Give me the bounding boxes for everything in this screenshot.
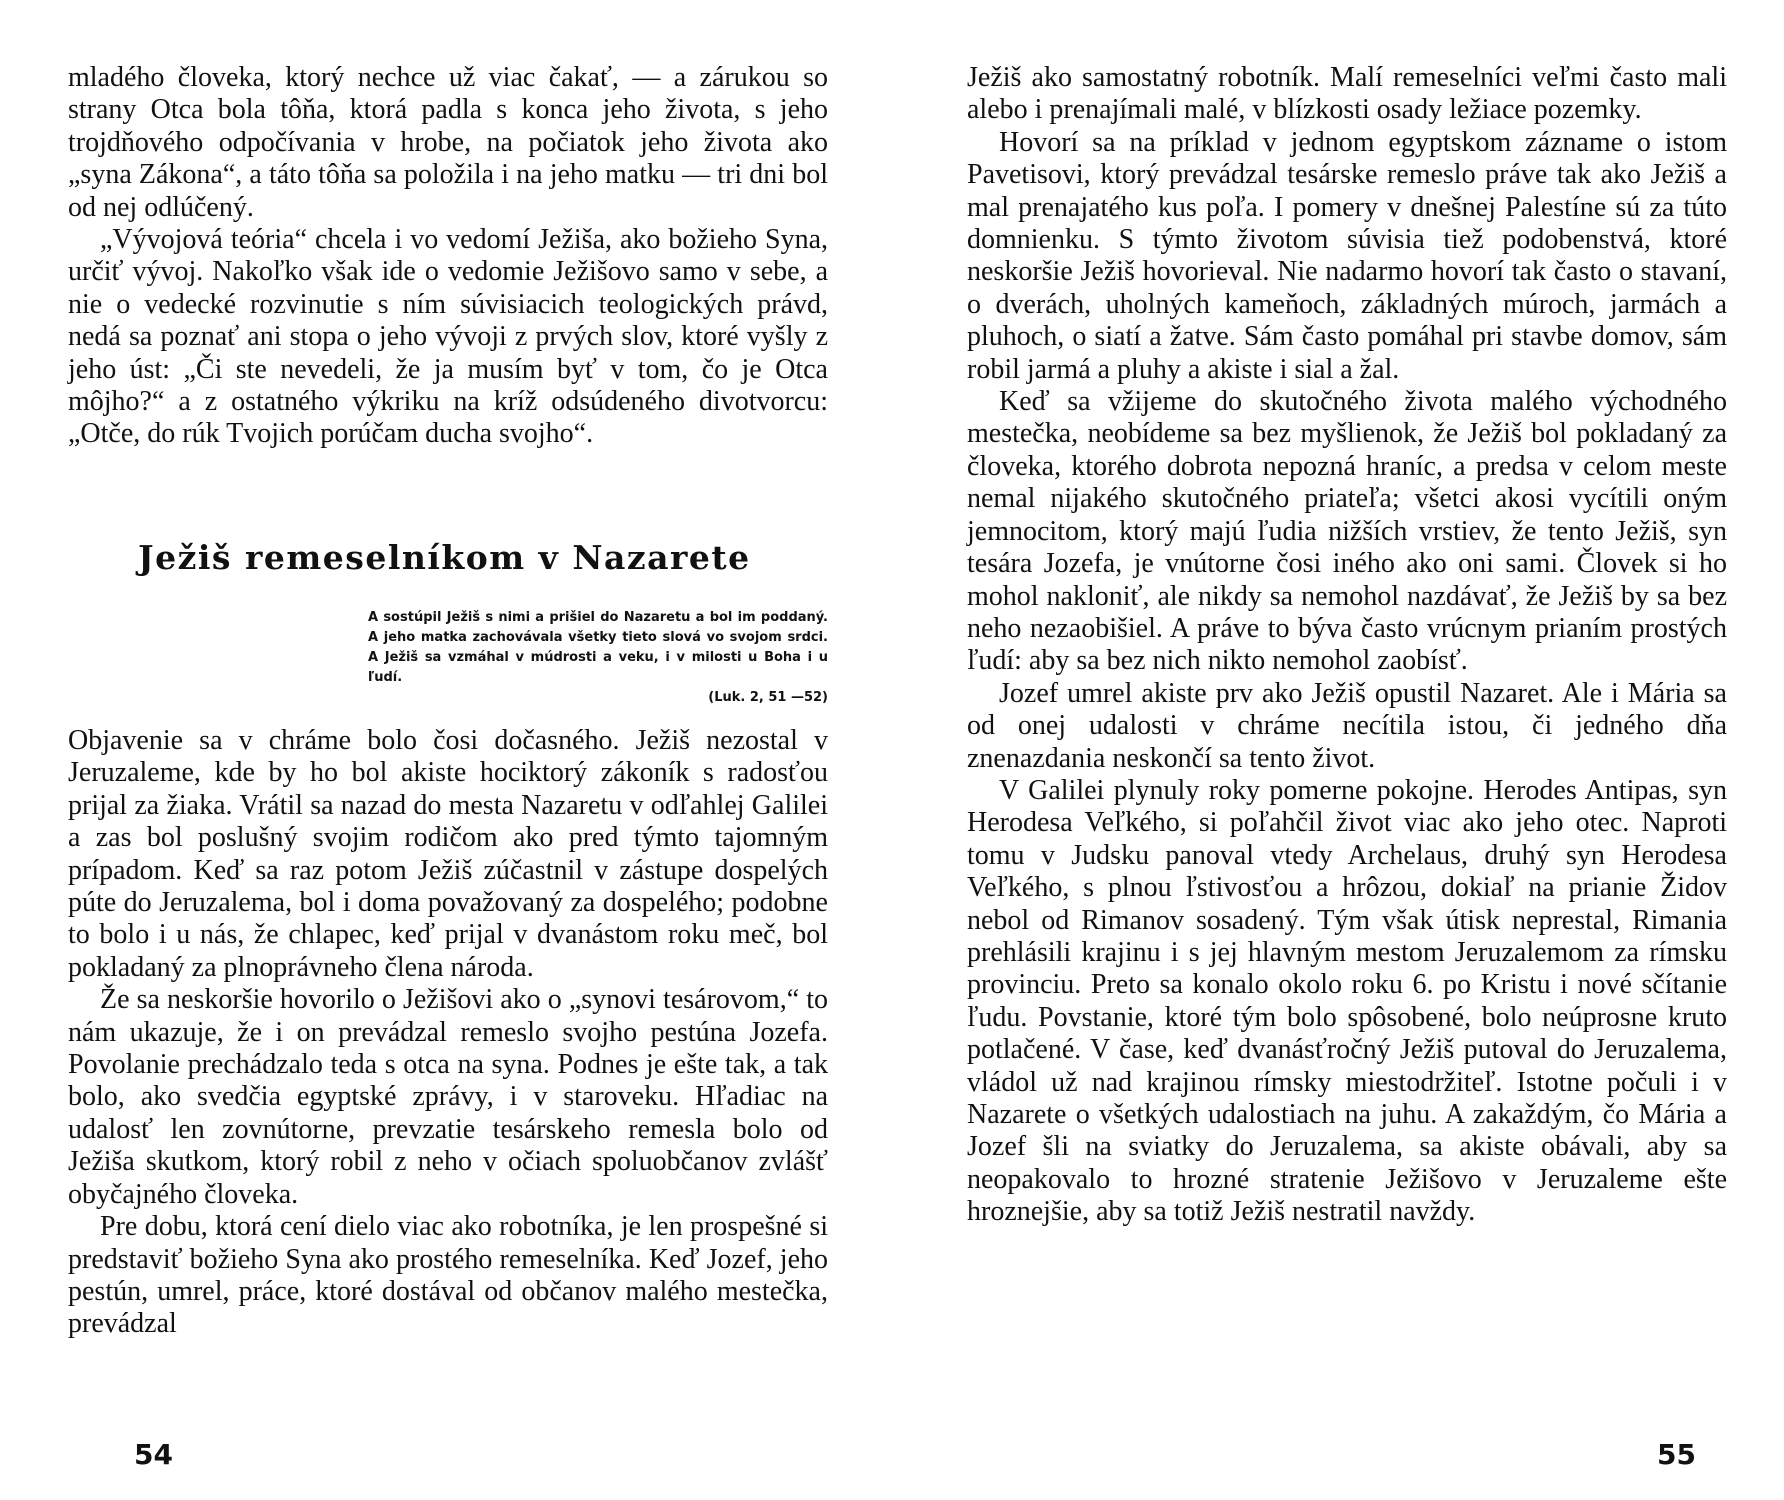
paragraph: Keď sa vžijeme do skutočného života malého východného mestečka, neobídeme sa bez myšlienok, že Ježiš bol pokladaný za človeka, ktorého dobrota nepozná hraníc, a predsa v celom meste nemal nijakého skutočného priateľa; všetci akosi vycítili oným jemnocitom, ktorý majú ľudia nižších vrstiev, že tento Ježiš, syn tesára Jozefa, je vnútorne čosi iného ako oni sami. Človek si ho mohol nakloniť, ale nikdy sa nemohol nazdávať, že Ježiš by sa bez neho nezaobišiel. A práve to býva často vrúcnym prianím prostých ľudí: aby sa bez nich nikto nemohol zaobísť.: [967, 386, 1727, 677]
right-page-text: [967, 62, 1727, 1229]
paragraph: Hovorí sa na príklad v jednom egyptskom zázname o istom Pavetisovi, ktorý prevádzal tesárske remeslo práve tak ako Ježiš a mal prenajatého kus poľa. I pomery v dnešnej Palestíne sú za túto domnienku. S týmto životom súvisia tiež podobenstvá, ktoré neskoršie Ježiš hovorieval. Nie nadarmo hovorí tak často o stavaní, o dverách, uholných kameňoch, základných múroch, jarmách a pluhoch, o siatí a žatve. Sám často pomáhal pri stavbe domov, sám robil jarmá a pluhy a akiste i sial a žal.: [967, 126, 1727, 385]
paragraph: mladého človeka, ktorý nechce už viac čakať, — a zárukou so strany Otca bola tôňa, ktorá padla s konca jeho života, s jeho trojdňového odpočívania v hrobe, na počiatok jeho života ako „syna Zákona“, a táto tôňa sa položila i na jeho matku — tri dni bol od nej odlúčený.: [68, 62, 828, 223]
epigraph-text: A sostúpil Ježiš s nimi a prišiel do Nazaretu a bol im poddaný. A jeho matka zachovávala všetky tieto slová vo svojom srdci. A Ježiš sa vzmáhal v múdrosti a veku, i v milosti u Boha i u ľudí.: [368, 610, 828, 685]
chapter-title: Ježiš remeselníkom v Nazarete: [138, 538, 751, 577]
left-page-bottom-text: [68, 725, 828, 1341]
paragraph: V Galilei plynuly roky pomerne pokojne. Herodes Antipas, syn Herodesa Veľkého, si poľahčil život viac ako jeho otec. Naproti tomu v Judsku panoval vtedy Archelaus, druhý syn Herodesa Veľkého, s plnou ľstivosťou a hrôzou, dokiaľ na prianie Židov nebol od Rimanov sosadený. Tým však útisk neprestal, Rimania prehlásili krajinu i s jej hlavným mestom Jeruzalemom za rímsku provinciu. Preto sa konalo okolo roku 6. po Kristu i nové sčítanie ľudu. Povstanie, ktoré tým bolo spôsobené, bolo neúprosne kruto potlačené. V čase, keď dvanásťročný Ježiš putoval do Jeruzalema, vládol už nad krajinou rímsky miestodržiteľ. Istotne počuli i v Nazarete o všetkých udalostiach na juhu. A zakaždým, čo Mária a Jozef šli na sviatky do Jeruzalema, sa akiste obávali, aby sa neopakovalo to hrozné stratenie Ježišovo v Jeruzaleme ešte hroznejšie, aby sa totiž Ježiš nestratil navždy.: [967, 774, 1727, 1228]
right-page: [967, 0, 1727, 1500]
epigraph-reference: (Luk. 2, 51 —52): [708, 690, 828, 705]
paragraph: Jozef umrel akiste prv ako Ježiš opustil Nazaret. Ale i Mária sa od onej udalosti v chráme necítila istou, či jedného dňa znenazdania neskončí sa tento život.: [967, 677, 1727, 774]
left-page-top-text: [68, 62, 828, 451]
epigraph: [368, 608, 828, 708]
paragraph: Pre dobu, ktorá cení dielo viac ako robotníka, je len prospešné si predstaviť božieho Syna ako prostého remeselníka. Keď Jozef, jeho pestún, umrel, práce, ktoré dostával od občanov malého mestečka, prevádzal: [68, 1211, 828, 1340]
page-number: 54: [134, 1438, 173, 1471]
paragraph: Že sa neskoršie hovorilo o Ježišovi ako o „synovi tesárovom,“ to nám ukazuje, že i on prevádzal remeslo svojho pestúna Jozefa. Povolanie prechádzalo teda s otca na syna. Podnes je ešte tak, a tak bolo, ako svedčia egyptské zprávy, i v staroveku. Hľadiac na udalosť len zovnútorne, prevzatie tesárskeho remesla bolo od Ježiša skutkom, ktorý robil z neho v očiach spoluobčanov zvlášť obyčajného človeka.: [68, 984, 828, 1210]
left-page: [68, 0, 828, 1500]
paragraph: Ježiš ako samostatný robotník. Malí remeselníci veľmi často mali alebo i prenajímali malé, v blízkosti osady ležiace pozemky.: [967, 62, 1727, 126]
page-number: 55: [1657, 1438, 1696, 1471]
paragraph: „Vývojová teória“ chcela i vo vedomí Ježiša, ako božieho Syna, určiť vývoj. Nakoľko však ide o vedomie Ježišovo samo v sebe, a nie o vedecké rozvinutie s ním súvisiacich teologických právd, nedá sa poznať ani stopa o jeho vývoji z prvých slov, ktoré vyšly z jeho úst: „Či ste nevedeli, že ja musím byť v tom, čo je Otca môjho?“ a z ostatného výkriku na kríž odsúdeného divotvorcu: „Otče, do rúk Tvojich porúčam ducha svojho“.: [68, 224, 828, 450]
epigraph-ref-line: [368, 688, 828, 708]
paragraph: Objavenie sa v chráme bolo čosi dočasného. Ježiš nezostal v Jeruzaleme, kde by ho bol akiste hociktorý zákoník s radosťou prijal za žiaka. Vrátil sa nazad do mesta Nazaretu v odľahlej Galilei a zas bol poslušný svojim rodičom ako pred týmto tajomným prípadom. Keď sa raz potom Ježiš zúčastnil v zástupe dospelých púte do Jeruzalema, bol i doma považovaný za dospelého; podobne to bolo i u nás, že chlapec, keď prijal v dvanástom roku meč, bol pokladaný za plnoprávneho člena národa.: [68, 725, 828, 983]
